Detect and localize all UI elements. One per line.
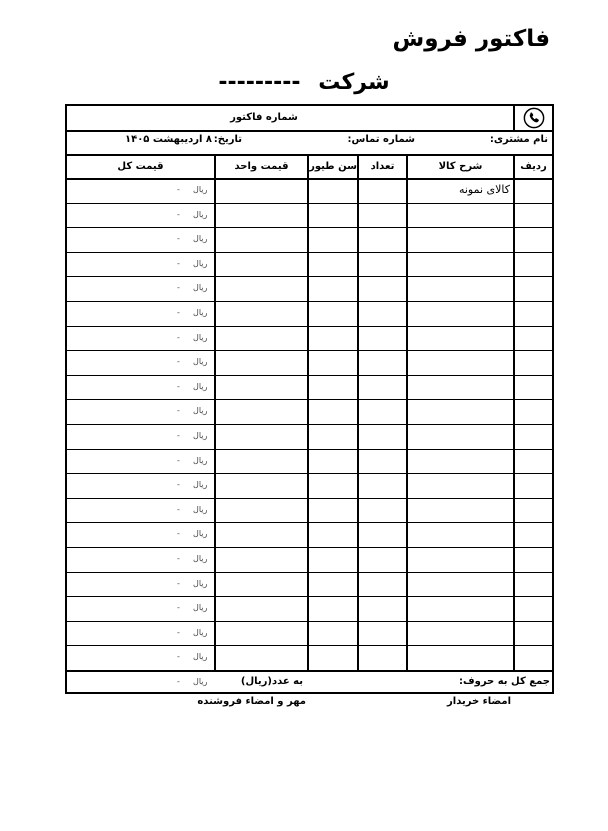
- item-amount: -: [177, 185, 180, 194]
- item-amount: -: [177, 455, 180, 465]
- item-currency: ریال: [193, 652, 208, 662]
- item-total-price: [160, 252, 215, 276]
- col-divider-row-num: [513, 154, 515, 670]
- item-total-price: [160, 522, 215, 546]
- item-currency: ریال: [193, 357, 208, 367]
- row-divider: [65, 645, 554, 646]
- company-label: شرکت: [318, 70, 390, 95]
- item-total-price: [160, 498, 215, 522]
- item-currency: ریال: [193, 627, 208, 637]
- total-numeric-label: به عدد(ریال): [240, 676, 303, 687]
- column-header-description: شرح کالا: [438, 161, 483, 172]
- item-currency: ریال: [193, 455, 208, 465]
- item-amount: -: [177, 529, 180, 539]
- invoice-number-label: شماره فاکتور: [230, 112, 298, 123]
- phone-icon: [515, 106, 552, 130]
- item-amount: -: [177, 258, 180, 268]
- row-divider: [65, 301, 554, 302]
- header-row-divider: [65, 178, 554, 180]
- item-total-price: [160, 227, 215, 251]
- item-currency: ریال: [193, 504, 208, 514]
- item-amount: -: [177, 603, 180, 613]
- item-total-price: [160, 596, 215, 620]
- item-description: کالای نمونه: [458, 183, 510, 196]
- info-row-divider: [65, 154, 554, 156]
- row-divider: [65, 203, 554, 204]
- item-total-price: [160, 399, 215, 423]
- row-divider: [65, 621, 554, 622]
- item-amount: -: [177, 652, 180, 662]
- row-divider: [65, 498, 554, 499]
- item-total-price: [160, 621, 215, 645]
- row-divider: [65, 326, 554, 327]
- item-amount: -: [177, 431, 180, 440]
- column-header-total-price: قیمت کل: [117, 161, 164, 172]
- item-amount: -: [177, 480, 180, 490]
- item-amount: -: [177, 504, 180, 514]
- item-amount: -: [177, 209, 180, 219]
- row-divider: [65, 399, 554, 400]
- item-total-price: [160, 645, 215, 669]
- row-divider: [65, 547, 554, 548]
- item-total-price: [160, 276, 215, 300]
- row-divider: [65, 572, 554, 573]
- row-divider: [65, 596, 554, 597]
- item-currency: ریال: [193, 185, 208, 194]
- total-amount: [160, 670, 215, 694]
- item-total-price: [160, 203, 215, 227]
- column-header-row-num: ردیف: [520, 161, 547, 172]
- item-amount: -: [177, 234, 180, 244]
- item-amount: -: [177, 627, 180, 637]
- item-currency: ریال: [193, 209, 208, 219]
- item-amount: -: [177, 578, 180, 588]
- item-total-price: [160, 301, 215, 325]
- item-total-price: [160, 572, 215, 596]
- col-divider-quantity: [357, 154, 359, 670]
- item-currency: ریال: [193, 234, 208, 244]
- top-row-divider: [65, 130, 554, 132]
- col-divider-description: [406, 154, 408, 670]
- contact-number-label: شماره تماس:: [347, 134, 415, 145]
- item-currency: ریال: [193, 308, 208, 317]
- item-total-price: [160, 178, 215, 202]
- item-total-price: [160, 326, 215, 350]
- invoice-title: فاکتور فروش: [392, 26, 550, 52]
- item-currency: ریال: [193, 332, 208, 342]
- item-currency: ریال: [193, 381, 208, 391]
- item-total-price: [160, 375, 215, 399]
- item-total-price: [160, 547, 215, 571]
- item-amount: -: [177, 308, 180, 317]
- item-total-price: [160, 350, 215, 374]
- item-amount: -: [177, 381, 180, 391]
- item-currency: ریال: [193, 283, 208, 293]
- total-currency: ریال: [193, 677, 208, 686]
- seller-signature-label: مهر و امضاء فروشنده: [197, 696, 306, 707]
- company-heading: [0, 70, 608, 95]
- item-amount: -: [177, 406, 180, 416]
- company-name-placeholder: ---------: [218, 70, 301, 95]
- item-amount: -: [177, 332, 180, 342]
- item-currency: ریال: [193, 603, 208, 613]
- footer-divider: [65, 670, 554, 672]
- item-total-price: [160, 449, 215, 473]
- total-amount-dash: -: [177, 677, 180, 686]
- item-amount: -: [177, 357, 180, 367]
- column-header-unit-price: قیمت واحد: [234, 161, 289, 172]
- date-label: تاریخ:: [213, 134, 242, 145]
- row-divider: [65, 449, 554, 450]
- date-value: ۸ اردیبهشت ۱۴۰۵: [124, 134, 212, 145]
- row-divider: [65, 424, 554, 425]
- item-total-price: [160, 473, 215, 497]
- item-currency: ریال: [193, 529, 208, 539]
- customer-name-label: نام مشتری:: [489, 134, 548, 145]
- item-currency: ریال: [193, 406, 208, 416]
- row-divider: [65, 227, 554, 228]
- col-divider-age: [307, 154, 309, 670]
- item-currency: ریال: [193, 258, 208, 268]
- total-in-words-label: جمع کل به حروف:: [458, 676, 550, 687]
- column-header-quantity: تعداد: [370, 161, 395, 172]
- buyer-signature-label: امضاء خریدار: [447, 696, 511, 707]
- row-divider: [65, 252, 554, 253]
- row-divider: [65, 276, 554, 277]
- item-amount: -: [177, 283, 180, 293]
- row-divider: [65, 375, 554, 376]
- row-divider: [65, 522, 554, 523]
- item-currency: ریال: [193, 480, 208, 490]
- row-divider: [65, 350, 554, 351]
- item-currency: ریال: [193, 431, 208, 440]
- column-header-age: سن طیور: [309, 161, 357, 172]
- item-amount: -: [177, 554, 180, 563]
- row-divider: [65, 473, 554, 474]
- item-currency: ریال: [193, 554, 208, 563]
- item-currency: ریال: [193, 578, 208, 588]
- item-total-price: [160, 424, 215, 448]
